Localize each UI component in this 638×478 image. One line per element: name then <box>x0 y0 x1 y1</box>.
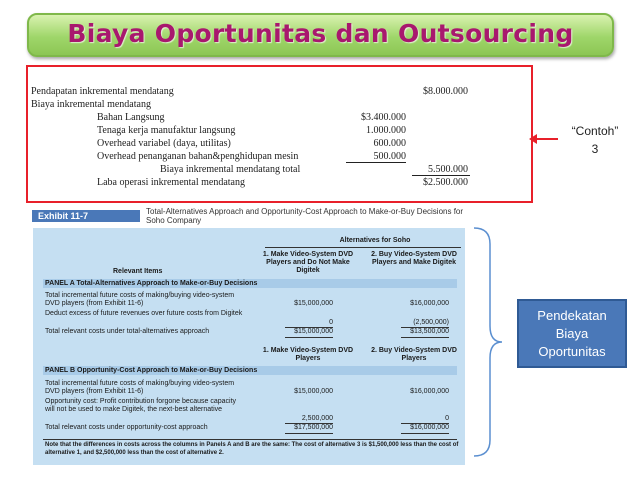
total-cost-value: 5.500.000 <box>428 164 468 175</box>
panel-a-row3-col2: $13,500,000 <box>410 328 449 335</box>
panel-b-double-rule <box>401 433 449 434</box>
exhibit-tag: Exhibit 11-7 <box>32 210 140 222</box>
total-underline <box>412 175 470 176</box>
opportunity-approach-callout <box>517 299 627 368</box>
revenue-value: $8.000.000 <box>423 86 468 97</box>
panel-b-col2-header: 2. Buy Video-System DVD Players <box>371 347 457 362</box>
relevant-items-header: Relevant Items <box>113 268 163 275</box>
title-banner <box>27 13 614 57</box>
subtotal-underline <box>346 162 406 163</box>
panel-a-double-rule <box>401 337 449 338</box>
cost-item-value: $3.400.000 <box>361 112 406 123</box>
callout-line: Oportunitas <box>538 344 606 359</box>
panel-a-title: PANEL A Total-Alternatives Approach to Make-or-Buy Decisions <box>45 280 258 287</box>
panel-a-row1-col2: $16,000,000 <box>410 300 449 307</box>
panel-a-row2-label: Deduct excess of future revenues over future costs from Digitek <box>45 310 243 317</box>
panel-b-row2-col2: 0 <box>445 415 449 422</box>
panel-b-row1-col2: $16,000,000 <box>410 388 449 395</box>
panel-a-row3-label: Total relevant costs under total-alternatives approach <box>45 328 210 335</box>
cost-item-label: Overhead variabel (daya, utilitas) <box>97 138 231 149</box>
panel-b-row3-col1: $17,500,000 <box>294 424 333 431</box>
cost-item-label: Bahan Langsung <box>97 112 165 123</box>
cost-heading: Biaya inkremental mendatang <box>31 99 151 110</box>
total-cost-label: Biaya inkremental mendatang total <box>160 164 301 175</box>
profit-label: Laba operasi inkremental mendatang <box>97 177 245 188</box>
panel-b-row1-col1: $15,000,000 <box>294 388 333 395</box>
panel-a-row1-col1: $15,000,000 <box>294 300 333 307</box>
profit-value: $2.500.000 <box>423 177 468 188</box>
slide-title: Biaya Oportunitas dan Outsourcing <box>67 19 574 48</box>
panel-b-col1-header: 1. Make Video-System DVD Players <box>262 347 354 362</box>
example-text: “Contoh” <box>571 124 619 138</box>
arrow-left-icon <box>529 134 537 144</box>
panel-b-double-rule <box>285 433 333 434</box>
callout-line: Biaya <box>555 326 589 341</box>
panel-a-double-rule <box>285 337 333 338</box>
cost-item-value: 600.000 <box>373 138 406 149</box>
arrow-line <box>536 138 558 140</box>
exhibit-title: Total-Alternatives Approach and Opportunity-Cost Approach to Make-or-Buy Decisions for Soho Company <box>146 207 464 225</box>
revenue-label: Pendapatan inkremental mendatang <box>31 86 174 97</box>
panel-a-row2-col2: (2,500,000) <box>413 319 449 326</box>
right-brace-icon <box>470 226 504 458</box>
panel-b-title: PANEL B Opportunity-Cost Approach to Make-or-Buy Decisions <box>45 367 258 374</box>
panel-a-row2-col1: 0 <box>329 319 333 326</box>
panel-b-row3-label: Total relevant costs under opportunity-cost approach <box>45 424 208 431</box>
table-note: Note that the differences in costs across the columns in Panels A and B are the same: The cost of alternative 3 is $1,500,000 less than the cost of alternative 1, and $2,500,000 less than the cost of alternative 2. <box>45 442 459 456</box>
panel-b-row3-col2: $16,000,000 <box>410 424 449 431</box>
col1-header: 1. Make Video-System DVD Players and Do Not Make Digitek <box>262 251 354 274</box>
panel-a-row1-label: Total incremental future costs of making/buying video-system DVD players (from Exhibit 11-6) <box>45 292 235 307</box>
example-label <box>562 122 628 158</box>
callout-line: Pendekatan <box>537 308 607 323</box>
cost-item-value: 1.000.000 <box>366 125 406 136</box>
example-number: 3 <box>591 142 599 156</box>
cost-item-label: Tenaga kerja manufaktur langsung <box>97 125 236 136</box>
col2-header: 2. Buy Video-System DVD Players and Make Digitek <box>371 251 457 266</box>
panel-b-row2-label: Opportunity cost: Profit contribution forgone because capacity will not be used to make Digitek, the next-best alternative <box>45 398 237 413</box>
cost-item-label: Overhead penanganan bahan&penghidupan mesin <box>97 151 299 162</box>
header-rule <box>265 247 461 248</box>
panel-b-row2-col1: 2,500,000 <box>301 415 333 422</box>
panel-b-row1-label: Total incremental future costs of making/buying video-system DVD players (from Exhibit 11-6) <box>45 380 235 395</box>
panel-a-row3-col1: $15,000,000 <box>294 328 333 335</box>
exhibit-table <box>33 228 465 465</box>
note-rule <box>43 439 457 440</box>
alternatives-header: Alternatives for Soho <box>339 237 411 244</box>
cost-item-value: 500.000 <box>373 151 406 162</box>
